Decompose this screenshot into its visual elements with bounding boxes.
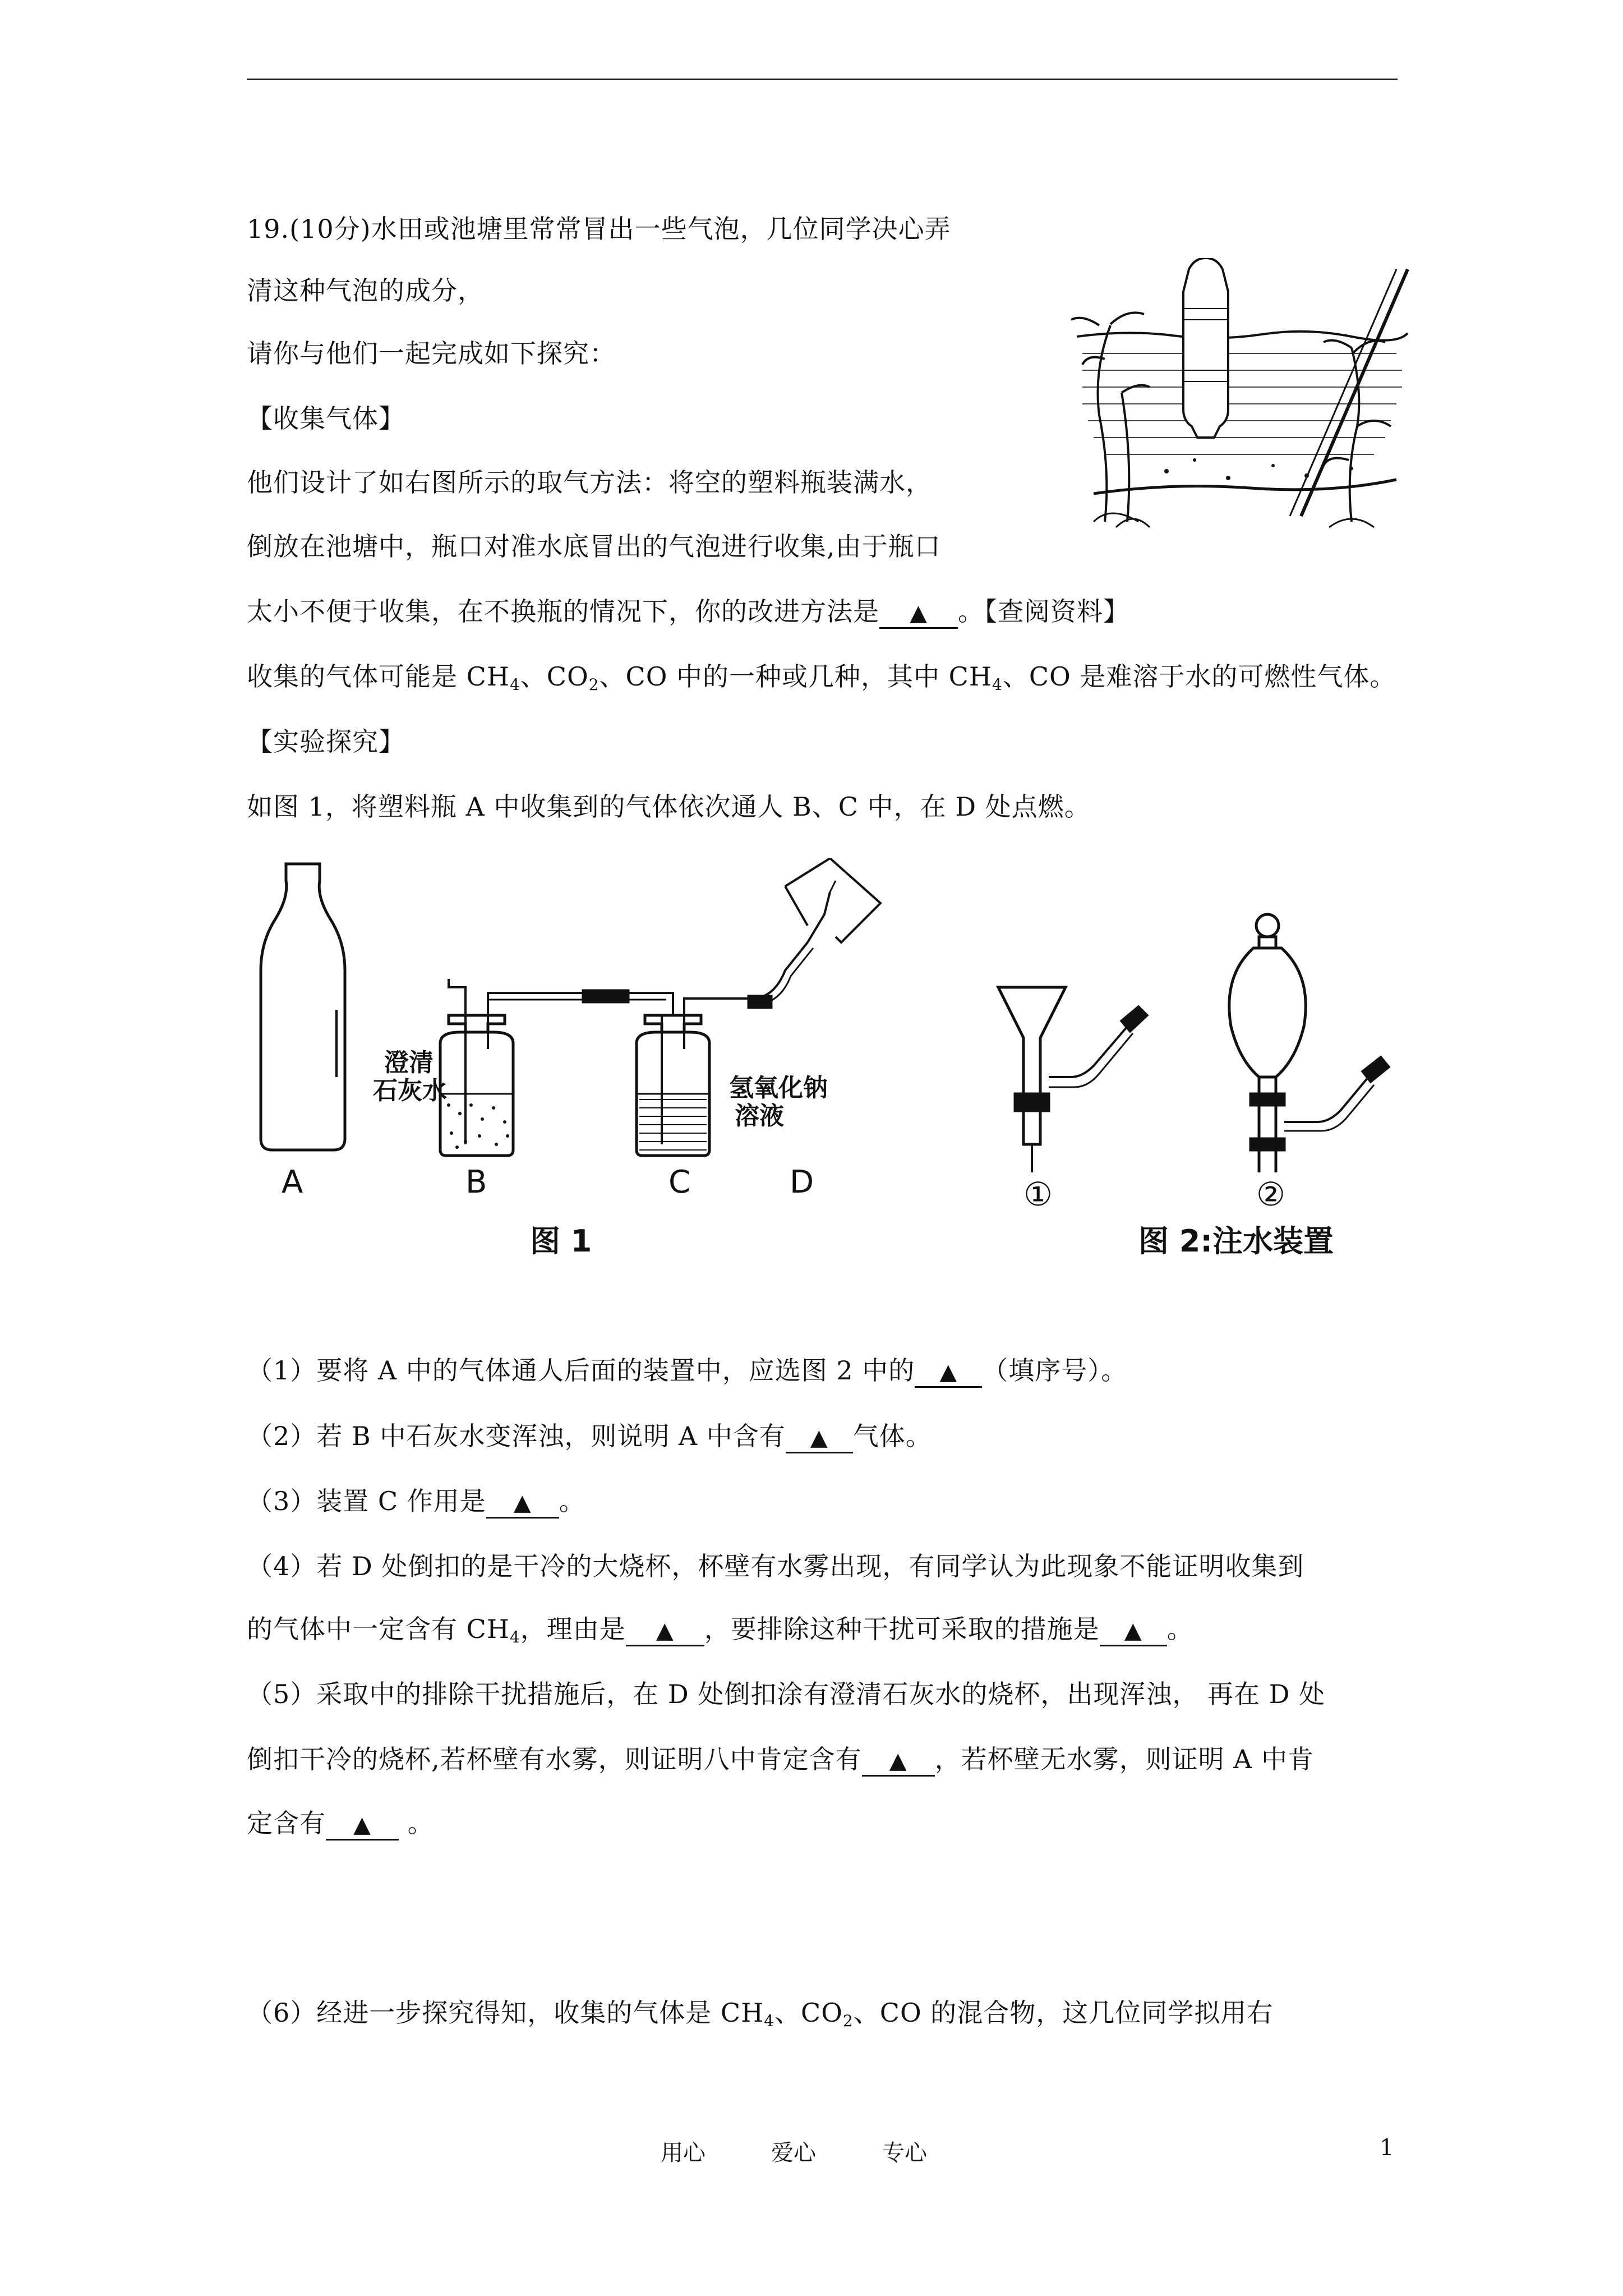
subscript-4: 4 [509,1628,520,1646]
sub-question-1 [247,1354,1127,1388]
answer-blank-q3[interactable]: ▲ [486,1489,559,1519]
footer-motto-2: 爱心 [771,2140,816,2166]
question-stem-line-2: 清这种气泡的成分， [247,275,484,306]
sub-question-5-line-1: （5）采取中的排除干扰措施后，在 D 处倒扣涂有澄清石灰水的烧杯，出现浑浊， 再在 D 处 [247,1679,1326,1709]
page-number: 1 [1380,2135,1394,2161]
sub-question-5-line-2 [247,1742,1314,1777]
answer-blank-q2[interactable]: ▲ [786,1424,853,1453]
q6-text-c: 、CO 的混合物，这几位同学拟用右 [853,1998,1274,2028]
sub-question-3 [247,1484,585,1519]
figure-2-label-1: ① [1023,1175,1053,1213]
figure-1-label-d: D [790,1164,814,1200]
figure-1-drawing [247,858,886,1262]
section-heading-experiment: 【实验探究】 [247,726,405,757]
pond-collection-illustration [1060,258,1419,539]
info-text-b: 、CO [520,661,589,692]
info-text-d: 、CO 是难溶于水的可燃性气体。 [1002,661,1396,692]
limewater-label [373,1049,447,1105]
figure-2-caption: 图 2:注水装置 [1138,1223,1334,1259]
reference-info-line [247,660,1396,693]
sodium-hydroxide-label-line-1: 氢氧化钠 [729,1074,828,1102]
figure-1-label-a: A [282,1164,303,1200]
footer-motto-3: 专心 [882,2140,927,2166]
q5-text-c: 定含有 [247,1808,326,1838]
limewater-label-line-1: 澄清 [384,1048,434,1077]
answer-blank-q1[interactable]: ▲ [915,1358,982,1388]
figure-1-label-b: B [465,1164,487,1200]
q5-text-d: 。 [399,1808,434,1838]
figure-1-apparatus [247,858,886,1262]
info-text-c: 、CO 中的一种或几种，其中 CH [599,661,992,692]
answer-blank-q5-first[interactable]: ▲ [862,1747,935,1777]
subscript-4: 4 [509,675,520,694]
q4-text-d: 。 [1166,1614,1193,1644]
collect-text-line-3 [247,595,1129,629]
info-text-a: 收集的气体可能是 CH [247,661,510,692]
collect-text-line-2: 倒放在池塘中，瓶口对准水底冒出的气泡进行收集,由于瓶口 [247,531,941,562]
figure-2-apparatus [981,909,1419,1223]
q6-text-b: 、CO [774,1998,843,2028]
collect-line-3-tail: 。【查阅资料】 [958,596,1129,627]
subscript-4: 4 [992,675,1003,694]
question-stem-line-3: 请你与他们一起完成如下探究： [247,338,616,369]
q3-text: （3）装置 C 作用是 [247,1486,486,1516]
sub-question-5-line-3 [247,1806,434,1841]
experiment-text-line: 如图 1，将塑料瓶 A 中收集到的气体依次通人 B、C 中，在 D 处点燃。 [247,792,1091,822]
section-heading-collect-gas: 【收集气体】 [247,403,405,434]
q5-text-b: ，若杯壁无水雾，则证明 A 中肯 [934,1744,1315,1774]
subscript-2: 2 [842,2012,854,2030]
figure-1-caption: 图 1 [530,1223,592,1259]
limewater-label-line-2: 石灰水 [373,1076,447,1105]
q4-text-a: 的气体中一定含有 CH [247,1614,510,1644]
sub-question-4-line-1: （4）若 D 处倒扣的是干冷的大烧杯，杯壁有水雾出现，有同学认为此现象不能证明收集到 [247,1551,1304,1581]
answer-blank-q4-measure[interactable]: ▲ [1100,1617,1167,1646]
q6-text-a: （6）经进一步探究得知，收集的气体是 CH [247,1998,764,2028]
figure-2-label-2: ② [1256,1175,1285,1213]
subscript-4: 4 [764,2012,775,2030]
sodium-hydroxide-label [729,1074,828,1130]
pond-collection-drawing [1060,258,1419,539]
footer-motto-1: 用心 [661,2140,706,2166]
header-rule [247,79,1398,80]
q4-text-c: ，要排除这种干扰可采取的措施是 [704,1614,1100,1644]
answer-blank-q5-second[interactable]: ▲ [326,1811,399,1841]
sub-question-2 [247,1419,932,1453]
figure-1-label-c: C [668,1164,691,1200]
answer-blank-q4-reason[interactable]: ▲ [626,1617,704,1646]
q2-text-tail: 气体。 [852,1421,932,1451]
question-stem-line-1: 19.(10分)水田或池塘里常常冒出一些气泡，几位同学决心弄 [247,214,951,244]
q3-text-tail: 。 [559,1486,585,1516]
q1-text-tail: （填序号）。 [982,1355,1128,1386]
collect-text-line-1: 他们设计了如右图所示的取气方法：将空的塑料瓶装满水， [247,467,932,498]
q2-text: （2）若 B 中石灰水变浑浊，则说明 A 中含有 [247,1421,786,1451]
collect-line-3-text: 太小不便于收集，在不换瓶的情况下，你的改进方法是 [247,596,879,627]
answer-blank-improvement[interactable]: ▲ [879,599,958,629]
sub-question-6 [247,1996,1273,2030]
sub-question-4-line-2 [247,1612,1193,1646]
subscript-2: 2 [588,675,600,694]
sodium-hydroxide-label-line-2: 溶液 [735,1102,784,1130]
q4-text-b: ，理由是 [520,1614,626,1644]
q5-text-a: 倒扣干冷的烧杯,若杯壁有水雾，则证明八中肯定含有 [247,1744,862,1774]
q1-text: （1）要将 A 中的气体通人后面的装置中，应选图 2 中的 [247,1355,915,1386]
